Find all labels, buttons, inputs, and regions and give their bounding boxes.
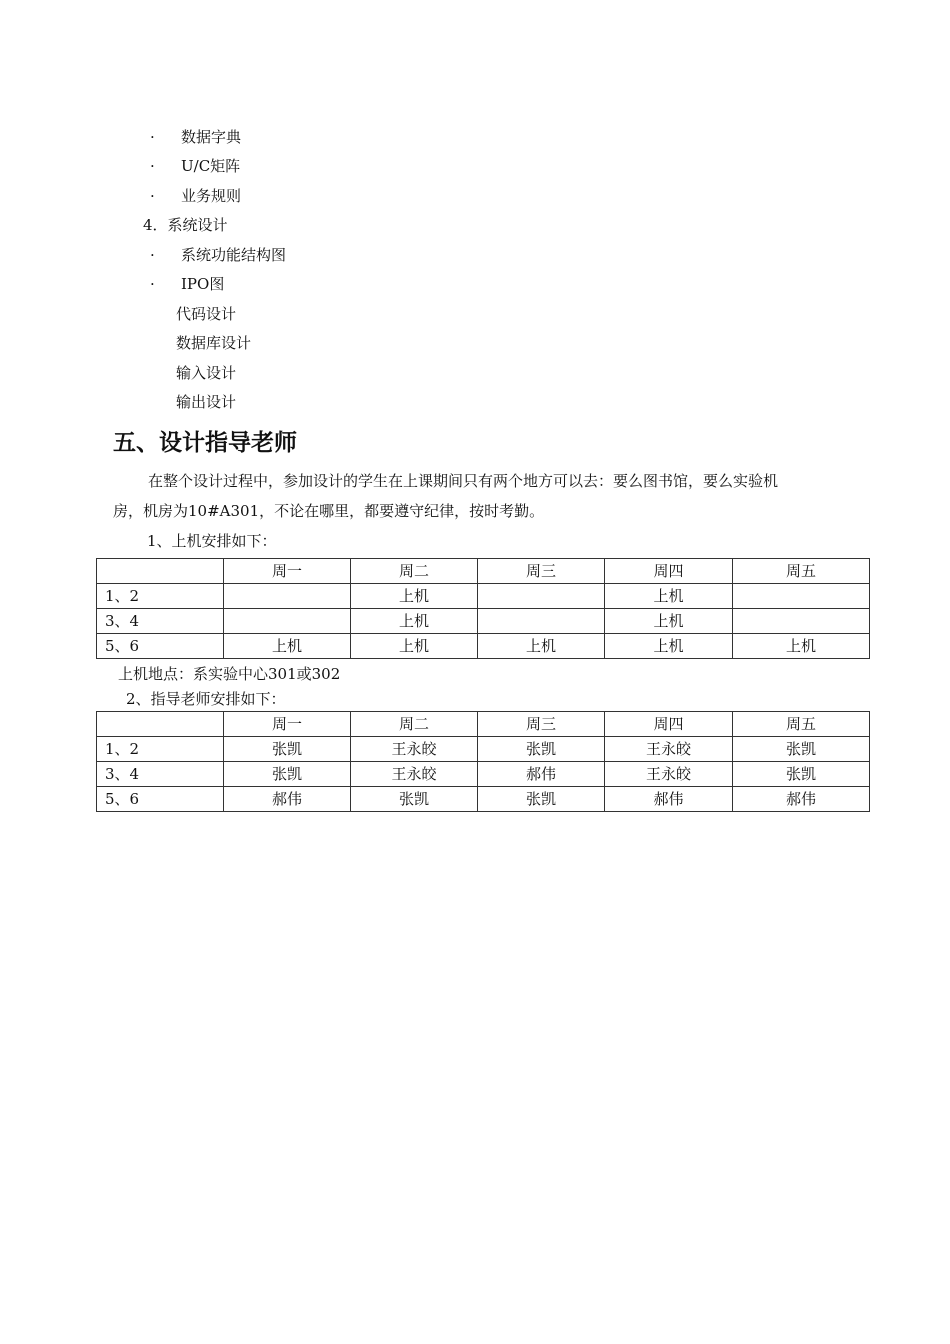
- list-item: 输出设计: [176, 393, 237, 411]
- table-cell: [224, 609, 351, 634]
- bullet-dot: ·: [150, 157, 155, 175]
- subheading: 2、指导老师安排如下：: [126, 690, 286, 708]
- list-item: 业务规则: [181, 187, 242, 205]
- table-cell: 张凯: [733, 737, 870, 762]
- table-cell: 张凯: [733, 762, 870, 787]
- table-cell: 郝伟: [605, 787, 733, 812]
- table-cell: 上机: [224, 634, 351, 659]
- table-cell: 上机: [478, 634, 605, 659]
- table-header-row: [97, 712, 870, 737]
- table-header-cell: 周二: [351, 559, 478, 584]
- list-item: 数据字典: [181, 128, 242, 146]
- table-cell: [478, 584, 605, 609]
- numbered-item: 4．系统设计: [143, 216, 228, 234]
- bullet-dot: ·: [150, 187, 155, 205]
- section-heading: 五、设计指导老师: [113, 430, 297, 456]
- table-cell: 上机: [733, 634, 870, 659]
- row-label: 5、6: [97, 787, 224, 812]
- table-cell: [97, 559, 224, 584]
- table-header-cell: 周五: [733, 559, 870, 584]
- table-row: [97, 609, 870, 634]
- table-cell: 上机: [605, 634, 733, 659]
- table-header-cell: 周五: [733, 712, 870, 737]
- subheading: 1、上机安排如下：: [147, 532, 277, 550]
- list-item: U/C矩阵: [181, 157, 241, 175]
- table-row: [97, 634, 870, 659]
- teacher-schedule-table: [96, 711, 870, 812]
- table-cell: 张凯: [478, 737, 605, 762]
- table-header-cell: 周三: [478, 712, 605, 737]
- bullet-dot: ·: [150, 128, 155, 146]
- row-label: 1、2: [97, 737, 224, 762]
- table-row: [97, 787, 870, 812]
- table-header-cell: 周三: [478, 559, 605, 584]
- list-item: IPO图: [181, 275, 225, 293]
- table-cell: 张凯: [351, 787, 478, 812]
- table-header-cell: 周四: [605, 712, 733, 737]
- table-cell: 王永皎: [351, 762, 478, 787]
- table-header-cell: 周二: [351, 712, 478, 737]
- lab-schedule-table: [96, 558, 870, 659]
- table-cell: 郝伟: [478, 762, 605, 787]
- table-cell: 上机: [351, 609, 478, 634]
- bullet-dot: ·: [150, 275, 155, 293]
- table-cell: 张凯: [224, 762, 351, 787]
- table-header-cell: 周一: [224, 712, 351, 737]
- list-item: 数据库设计: [176, 334, 252, 352]
- table-cell: [478, 609, 605, 634]
- list-item: 代码设计: [176, 305, 237, 323]
- table-header-row: [97, 559, 870, 584]
- table-header-cell: 周四: [605, 559, 733, 584]
- row-label: 3、4: [97, 762, 224, 787]
- table-cell: 王永皎: [351, 737, 478, 762]
- table-cell: 上机: [351, 584, 478, 609]
- row-label: 5、6: [97, 634, 224, 659]
- table-row: [97, 584, 870, 609]
- paragraph-line: 在整个设计过程中，参加设计的学生在上课期间只有两个地方可以去：要么图书馆，要么实验机: [148, 472, 779, 490]
- table-cell: [224, 584, 351, 609]
- table-cell: 郝伟: [224, 787, 351, 812]
- table-cell: [733, 584, 870, 609]
- table-cell: 张凯: [478, 787, 605, 812]
- table-cell: [733, 609, 870, 634]
- table-cell: 上机: [605, 584, 733, 609]
- row-label: 3、4: [97, 609, 224, 634]
- table-cell: 上机: [351, 634, 478, 659]
- table-cell: 张凯: [224, 737, 351, 762]
- row-label: 1、2: [97, 584, 224, 609]
- table-cell: 上机: [605, 609, 733, 634]
- table-cell: 郝伟: [733, 787, 870, 812]
- paragraph-line: 房，机房为10#A301，不论在哪里，都要遵守纪律，按时考勤。: [113, 502, 545, 520]
- table-cell: 王永皎: [605, 762, 733, 787]
- table-row: [97, 762, 870, 787]
- table-header-cell: 周一: [224, 559, 351, 584]
- lab-location: 上机地点：系实验中心301或302: [118, 665, 341, 683]
- bullet-dot: ·: [150, 246, 155, 264]
- list-item: 系统功能结构图: [181, 246, 287, 264]
- table-row: [97, 737, 870, 762]
- list-item: 输入设计: [176, 364, 237, 382]
- table-cell: [97, 712, 224, 737]
- table-cell: 王永皎: [605, 737, 733, 762]
